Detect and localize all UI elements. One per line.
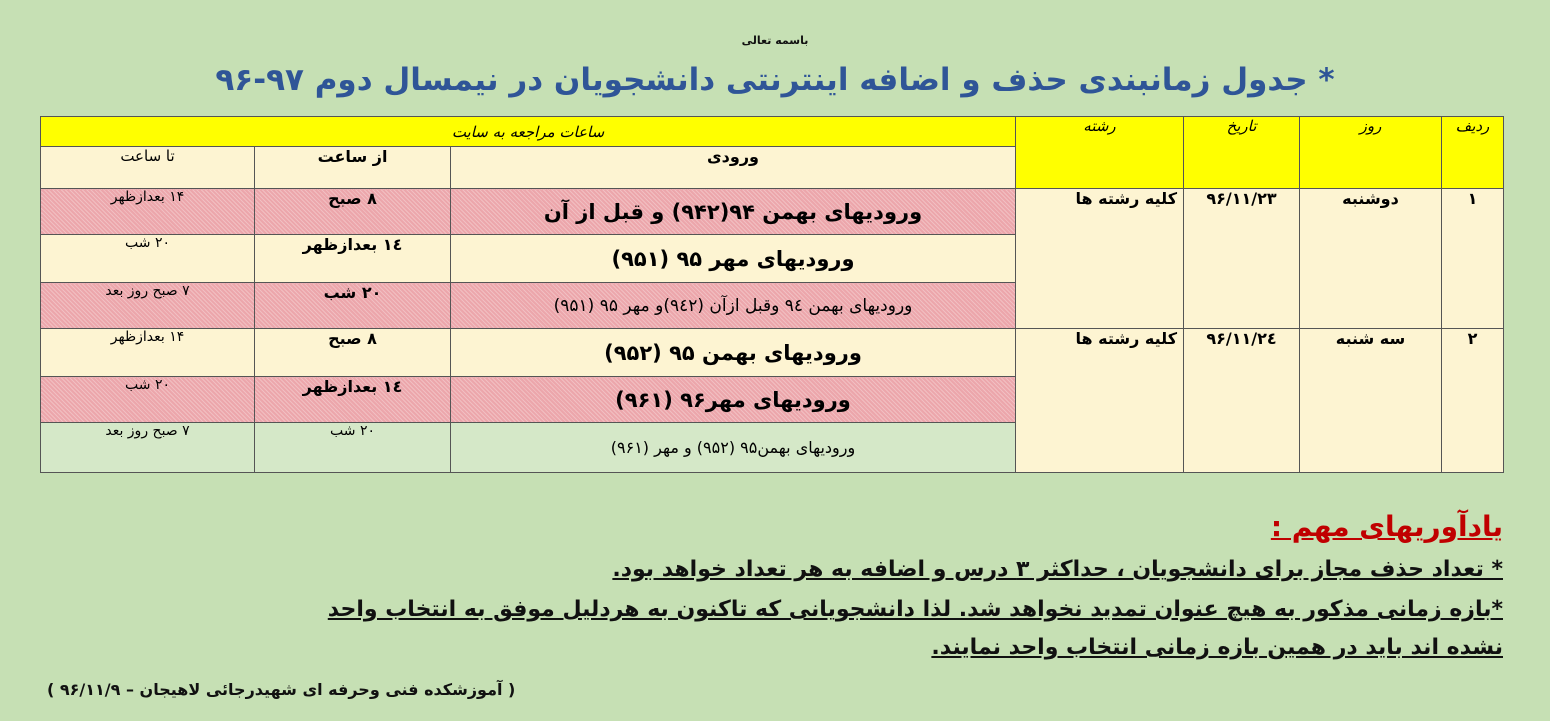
cell-date: ۹۶/۱۱/۲۳ xyxy=(1184,189,1300,329)
cell-to: ۱۴ بعدازظهر xyxy=(41,329,255,377)
cell-to: ۱۴ بعدازظهر xyxy=(41,189,255,235)
footer-note: ( آموزشکده فنی وحرفه ای شهیدرجائی لاهیجان – ۹۶/۱۱/۹ ) xyxy=(47,680,516,699)
cell-from: ۲۰ شب xyxy=(255,283,451,329)
header-day: روز xyxy=(1300,117,1442,189)
cell-to: ۷ صبح روز بعد xyxy=(41,283,255,329)
cell-from: ۲۰ شب xyxy=(255,423,451,473)
schedule-table xyxy=(40,116,1504,473)
header-field: رشته xyxy=(1016,117,1184,189)
cell-day: دوشنبه xyxy=(1300,189,1442,329)
header-from-hour: از ساعت xyxy=(255,147,451,189)
cell-field: کلیه رشته ها xyxy=(1016,329,1184,473)
page-title: * جدول زمانبندی حذف و اضافه اینترنتی دانشجویان در نیمسال دوم ۹۷-۹۶ xyxy=(215,62,1335,98)
header-entry: ورودی xyxy=(451,147,1016,189)
cell-entry: ورودیهای مهر ۹۵ (۹۵۱) xyxy=(451,235,1016,283)
reminders-title: یادآوریهای مهم : xyxy=(1270,510,1503,543)
table-row xyxy=(41,189,1504,235)
header-date: تاریخ xyxy=(1184,117,1300,189)
cell-to: ۷ صبح روز بعد xyxy=(41,423,255,473)
reminder-item: *بازه زمانی مذکور به هیچ عنوان تمدید نخواهد شد. لذا دانشجویانی که تاکنون به هردلیل موفق به انتخاب واحد xyxy=(327,597,1503,622)
cell-row-no: ۲ xyxy=(1442,329,1504,473)
cell-entry: ورودیهای بهمن ۹۵ (۹۵۲) xyxy=(451,329,1016,377)
header-row-no: ردیف xyxy=(1442,117,1504,189)
table-row xyxy=(41,329,1504,377)
cell-from: ۸ صبح xyxy=(255,329,451,377)
cell-day: سه شنبه xyxy=(1300,329,1442,473)
cell-entry: ورودیهای بهمن ۹٤ وقبل ازآن (۹٤۲)و مهر ۹۵ (۹۵۱) xyxy=(451,283,1016,329)
cell-row-no: ۱ xyxy=(1442,189,1504,329)
cell-from: ۸ صبح xyxy=(255,189,451,235)
cell-to: ۲۰ شب xyxy=(41,235,255,283)
header-hours-group: ساعات مراجعه به سایت xyxy=(41,117,1016,147)
top-note: باسمه تعالی xyxy=(741,34,809,47)
cell-to: ۲۰ شب xyxy=(41,377,255,423)
cell-field: کلیه رشته ها xyxy=(1016,189,1184,329)
cell-from: ۱٤ بعدازظهر xyxy=(255,377,451,423)
cell-entry: ورودیهای بهمن۹۵ (۹۵۲) و مهر (۹۶۱) xyxy=(451,423,1016,473)
reminder-item: * تعداد حذف مجاز برای دانشجویان ، حداکثر ۳ درس و اضافه به هر تعداد خواهد بود. xyxy=(612,557,1503,582)
cell-from: ۱٤ بعدازظهر xyxy=(255,235,451,283)
reminder-item: نشده اند باید در همین بازه زمانی انتخاب واحد نمایند. xyxy=(931,635,1503,660)
cell-entry: ورودیهای بهمن ۹۴(۹۴۲) و قبل از آن xyxy=(451,189,1016,235)
cell-date: ۹۶/۱۱/۲٤ xyxy=(1184,329,1300,473)
cell-entry: ورودیهای مهر۹۶ (۹۶۱) xyxy=(451,377,1016,423)
header-to-hour: تا ساعت xyxy=(41,147,255,189)
